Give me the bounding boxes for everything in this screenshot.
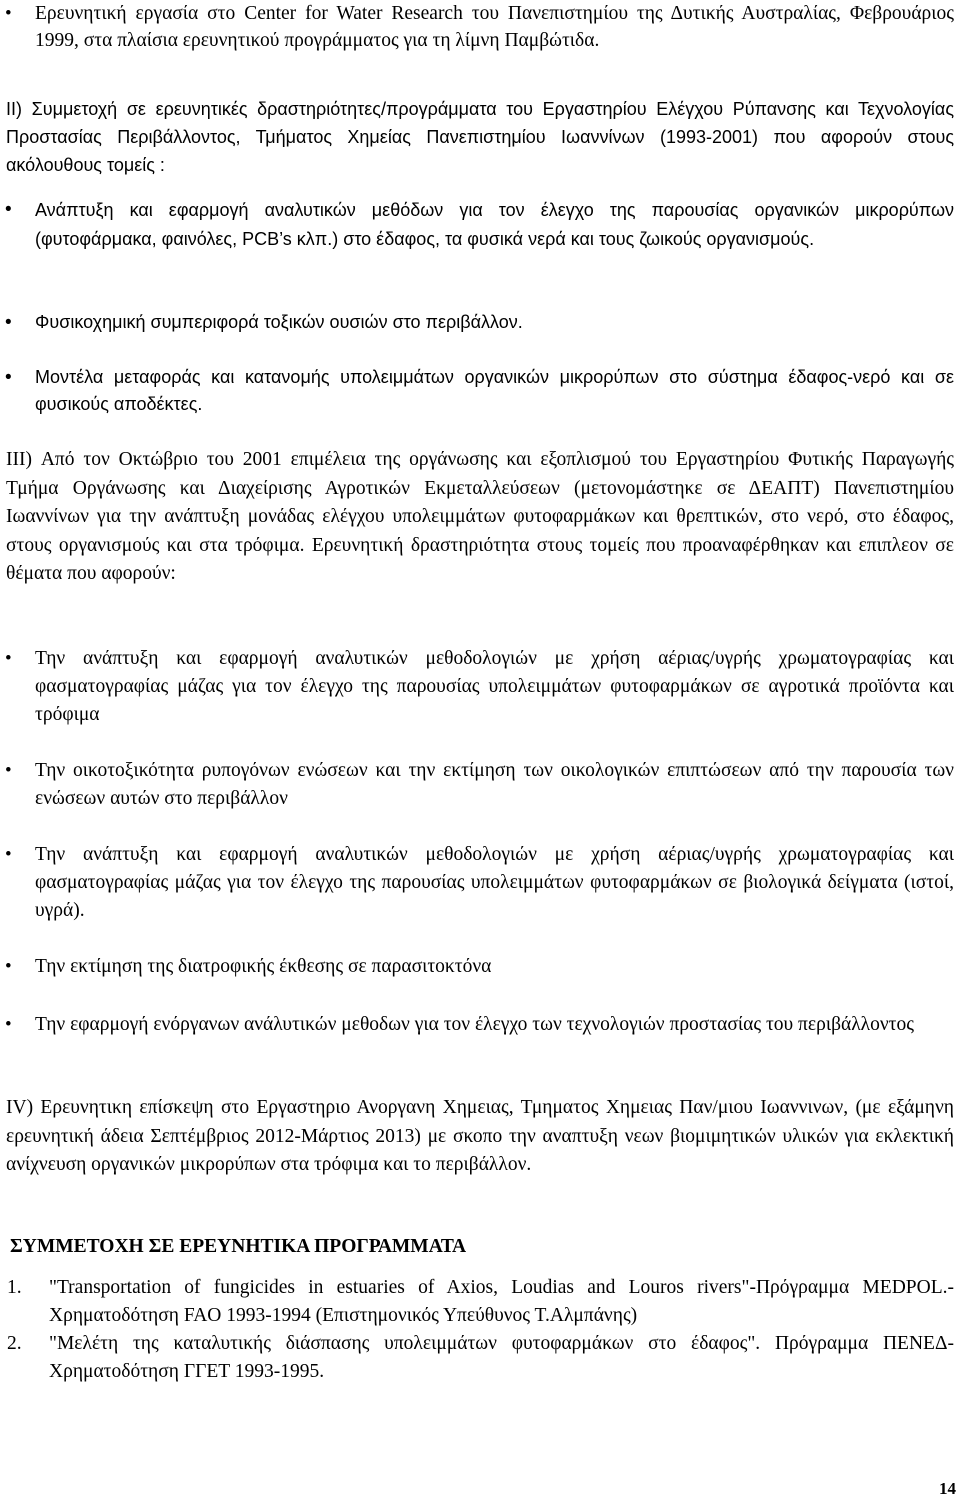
- bullet-icon: •: [5, 3, 12, 24]
- section-3-bullet-3: Την ανάπτυξη και εφαρμογή αναλυτικών μεθοδολογιών με χρήση αέριας/υγρής χρωματογραφίας και φασματογραφίας μάζας για τον έλεγχο της παρουσίας υπολειμμάτων φυτοφαρμάκων σε βιολογικά δείγματα (ιστοί, υγρά).: [35, 844, 954, 921]
- item-number: 2.: [7, 1333, 22, 1354]
- section-3-bullet-2: Την οικοτοξικότητα ρυπογόνων ενώσεων και την εκτίμηση των οικολογικών επιπτώσεων από την παρουσία των ενώσεων αυτών στο περιβάλλον: [35, 760, 954, 809]
- section-2-paragraph: II) Συμμετοχή σε ερευνητικές δραστηριότητες/προγράμματα του Εργαστηρίου Ελέγχου Ρύπανσης και Τεχνολογίας Προστασίας Περιβάλλοντος, Τμήματος Χημείας Πανεπιστημίου Ιωαννίνων (1993-2001) που αφορούν στους ακόλουθους τομείς :: [6, 99, 954, 175]
- program-1-text: "Transportation of fungicides in estuaries of Axios, Loudias and Louros rivers"-Πρόγραμμα MEDPOL.-Χρηματοδότηση FAO 1993-1994 (Επιστημονικός Υπεύθυνος Τ.Αλμπάνης): [49, 1277, 954, 1326]
- bullet-icon: •: [5, 1014, 12, 1035]
- intro-bullet-text: Ερευνητική εργασία στο Center for Water Research του Πανεπιστημίου της Δυτικής Αυστραλίας, Φεβρουάριος 1999, στα πλαίσια ερευνητικού προγράμματος για τη λίμνη Παμβώτιδα.: [35, 3, 954, 51]
- section-heading: ΣΥΜΜΕΤΟΧΗ ΣΕ ΕΡΕΥΝΗΤΙΚΑ ΠΡΟΓΡΑΜΜΑΤΑ: [10, 1236, 467, 1257]
- section-3-bullet-1: Την ανάπτυξη και εφαρμογή αναλυτικών μεθοδολογιών με χρήση αέριας/υγρής χρωματογραφίας και φασματογραφίας μάζας για τον έλεγχο της παρουσίας υπολειμμάτων φυτοφαρμάκων σε αγροτικά προϊόντα και τρόφιμα: [35, 648, 954, 725]
- bullet-icon: •: [5, 956, 12, 977]
- bullet-icon: •: [5, 760, 12, 781]
- bullet-icon: •: [5, 844, 12, 865]
- section-2-bullet-1: Ανάπτυξη και εφαρμογή αναλυτικών μεθόδων για τον έλεγχο της παρουσίας οργανικών μικρορύπων (φυτοφάρμακα, φαινόλες, PCB’s κλπ.) στο έδαφος, τα φυσικά νερά και τους ζωικούς οργανισμούς.: [35, 200, 954, 249]
- section-2-bullet-3: Μοντέλα μεταφοράς και κατανομής υπολειμμάτων οργανικών μικρορύπων στο σύστημα έδαφος-νερό και σε φυσικούς αποδέκτες.: [35, 367, 954, 414]
- bullet-icon: •: [5, 648, 12, 669]
- section-3-paragraph: III) Από τον Οκτώβριο του 2001 επιμέλεια της οργάνωσης και εξοπλισμού του Εργαστηρίου Φυτικής Παραγωγής Τμήμα Οργάνωσης και Διαχείρισης Αγροτικών Εκμεταλλεύσεων (μετονομάστηκε σε ΔΕΑΠΤ) Πανεπιστημίου Ιωαννίνων για την ανάπτυξη μονάδας ελέγχου υπολειμμάτων φυτοφαρμάκων και θρεπτικών, στο νερό, στο έδαφος, στους οργανισμούς και στα τρόφιμα. Ερευνητική δραστηριότητα στους τομείς που προαναφέρθηκαν και επιπλεον σε θέματα που αφορούν:: [6, 449, 954, 584]
- item-number: 1.: [7, 1277, 22, 1298]
- section-3-bullet-4: Την εκτίμηση της διατροφικής έκθεσης σε παρασιτοκτόνα: [35, 956, 492, 977]
- bullet-icon: •: [5, 312, 12, 333]
- program-2-text: "Μελέτη της καταλυτικής διάσπασης υπολειμμάτων φυτοφαρμάκων στο έδαφος". Πρόγραμμα ΠΕΝΕΔ-Χρηματοδότηση ΓΓΕΤ 1993-1995.: [49, 1333, 954, 1382]
- bullet-icon: •: [5, 199, 12, 220]
- page-number: 14: [939, 1479, 956, 1498]
- section-4-paragraph: IV) Ερευνητικη επίσκεψη στο Εργαστηριο Ανοργανη Χημειας, Τμηματος Χημειας Παν/μιου Ιωαννινων, (με εξάμηνη ερευνητική άδεια Σεπτέμβριος 2012-Μάρτιος 2013) με σκοπο την αναπτυξη νεων βιομιμητικών υλικών για εκλεκτική ανίχνευση οργανικών μικρορύπων στα τρόφιμα και το περιβάλλον.: [6, 1097, 954, 1175]
- section-2-bullet-2: Φυσικοχημική συμπεριφορά τοξικών ουσιών στο περιβάλλον.: [35, 312, 523, 332]
- section-3-bullet-5: Την εφαρμογή ενόργανων ανάλυτικών μεθοδων για τον έλεγχο των τεχνολογιών προστασίας του περιβάλλοντος: [35, 1014, 914, 1035]
- bullet-icon: •: [5, 367, 12, 388]
